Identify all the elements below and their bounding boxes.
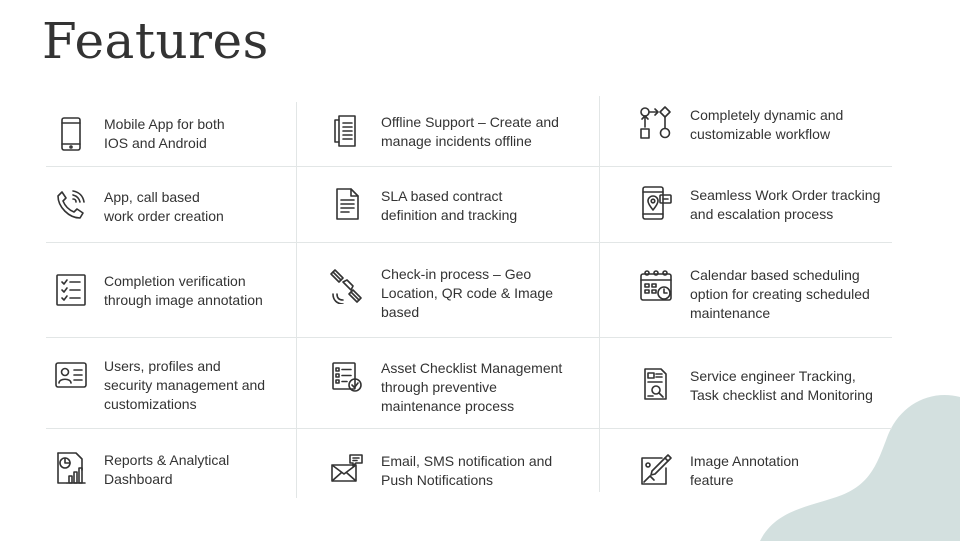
row-divider — [46, 337, 892, 338]
feature-label: SLA based contract definition and tracking — [381, 188, 518, 223]
row-divider — [46, 428, 892, 429]
document-icon — [327, 110, 367, 150]
feature-label: Asset Checklist Management through preventive maintenance process — [381, 360, 563, 414]
engineer-report-icon — [636, 364, 676, 404]
report-chart-icon — [51, 448, 91, 488]
feature-label: Service engineer Tracking, Task checklist and Monitoring — [690, 368, 873, 403]
mobile-phone-icon — [51, 114, 91, 154]
mobile-tracking-icon — [636, 183, 676, 223]
feature-label: Completely dynamic and customizable workflow — [690, 107, 844, 142]
feature-label: Seamless Work Order tracking and escalation process — [690, 187, 881, 222]
checklist-icon — [51, 270, 91, 310]
page-title: Features — [42, 12, 269, 70]
feature-label: App, call based work order creation — [104, 189, 224, 224]
id-card-icon — [51, 355, 91, 395]
row-divider — [46, 166, 892, 167]
feature-label: Image Annotation feature — [690, 453, 799, 488]
contract-icon — [327, 184, 367, 224]
feature-label: Reports & Analytical Dashboard — [104, 452, 230, 487]
column-divider — [296, 102, 297, 498]
feature-label: Completion verification through image annotation — [104, 273, 263, 308]
asset-checklist-icon — [327, 357, 367, 397]
phone-call-icon — [51, 185, 91, 225]
email-notification-icon — [327, 449, 367, 489]
feature-label: Check-in process – Geo Location, QR code & Image based — [381, 266, 553, 320]
feature-label: Calendar based scheduling option for creating scheduled maintenance — [690, 267, 870, 321]
image-annotation-icon — [636, 450, 676, 490]
satellite-icon — [327, 266, 367, 306]
column-divider — [599, 96, 600, 492]
row-divider — [46, 242, 892, 243]
feature-label: Offline Support – Create and manage incidents offline — [381, 114, 559, 149]
calendar-icon — [636, 266, 676, 306]
feature-label: Mobile App for both IOS and Android — [104, 116, 225, 151]
feature-label: Users, profiles and security management and customizations — [104, 358, 266, 412]
workflow-icon — [636, 103, 676, 143]
feature-label: Email, SMS notification and Push Notifications — [381, 453, 553, 488]
